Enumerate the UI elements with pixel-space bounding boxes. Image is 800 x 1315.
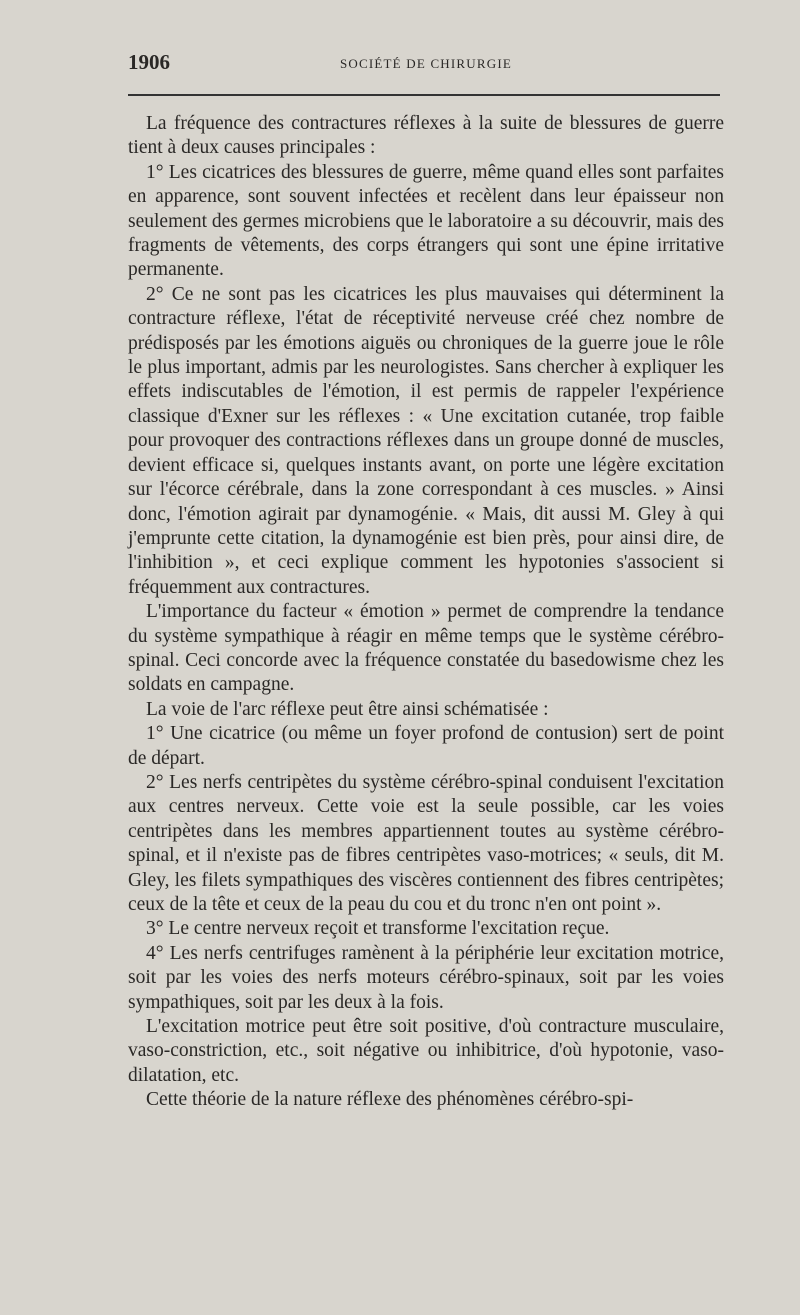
paragraph: La voie de l'arc réflexe peut être ainsi schématisée : <box>146 698 549 720</box>
paragraph: 1° Les cicatrices des blessures de guerre, même quand elles sont parfaites en apparence, sont souvent infectées et recèlent dans leur épaisseur non seulement des germes microbiens que le laboratoire a su découvrir, mais des fragments de vêtements, des corps étrangers qui sont une épine irritative permanente. <box>128 161 724 281</box>
paragraph: 2° Les nerfs centripètes du système cérébro-spinal conduisent l'excitation aux centres nerveux. Cette voie est la seule possible, car les voies centripètes dans les membres appartiennent toutes au système cérébro-spinal, et il n'existe pas de fibres centripètes vaso-motrices; « seuls, dit M. Gley, les filets sympathiques des viscères contiennent des fibres centripètes; ceux de la tête et ceux de la peau du cou et du tronc n'en ont point ». <box>128 771 724 915</box>
body-text <box>128 112 724 1113</box>
paragraph: L'importance du facteur « émotion » permet de comprendre la tendance du système sympathique à réagir en même temps que le système cérébro-spinal. Ceci concorde avec la fréquence constatée du basedowisme chez les soldats en campagne. <box>128 601 724 696</box>
paragraph: La fréquence des contractures réflexes à la suite de blessures de guerre tient à deux causes principales : <box>128 113 724 159</box>
paragraph: 3° Le centre nerveux reçoit et transforme l'excitation reçue. <box>146 918 610 940</box>
page-header <box>128 50 724 80</box>
running-title: SOCIÉTÉ DE CHIRURGIE <box>339 56 513 71</box>
paragraph: 4° Les nerfs centrifuges ramènent à la périphérie leur excitation motrice, soit par les voies des nerfs moteurs cérébro-spinaux, soit par les voies sympathiques, soit par les deux à la fois. <box>128 942 724 1013</box>
page-number: 1906 <box>128 50 170 74</box>
paragraph: 2° Ce ne sont pas les cicatrices les plus mauvaises qui déterminent la contracture réflexe, l'état de réceptivité nerveuse créé chez nombre de prédisposés par les émotions aiguës ou chroniques de la guerre joue le rôle le plus important, admis par les neurologistes. Sans chercher à expliquer les effets indiscutables de l'émotion, il est permis de rappeler l'expérience classique d'Exner sur les réflexes : « Une excitation cutanée, trop faible pour provoquer des contractions réflexes dans un groupe donné de muscles, devient efficace si, quelques instants avant, on porte une légère excitation sur l'écorce cérébrale, dans la zone correspondant à ces muscles. » Ainsi donc, l'émotion agirait par dynamogénie. « Mais, dit aussi M. Gley à qui j'emprunte cette citation, la dynamogénie est bien près, pour ainsi dire, de l'inhibition », et ceci explique comment les hypotonies s'associent si fréquemment aux contractures. <box>128 283 724 598</box>
paragraph: Cette théorie de la nature réflexe des phénomènes cérébro-spi- <box>146 1089 634 1111</box>
paragraph: L'excitation motrice peut être soit positive, d'où contracture musculaire, vaso-constriction, etc., soit négative ou inhibitrice, d'où hypotonie, vaso-dilatation, etc. <box>128 1016 724 1086</box>
paragraph: 1° Une cicatrice (ou même un foyer profond de contusion) sert de point de départ. <box>128 723 724 769</box>
header-rule <box>128 94 720 96</box>
